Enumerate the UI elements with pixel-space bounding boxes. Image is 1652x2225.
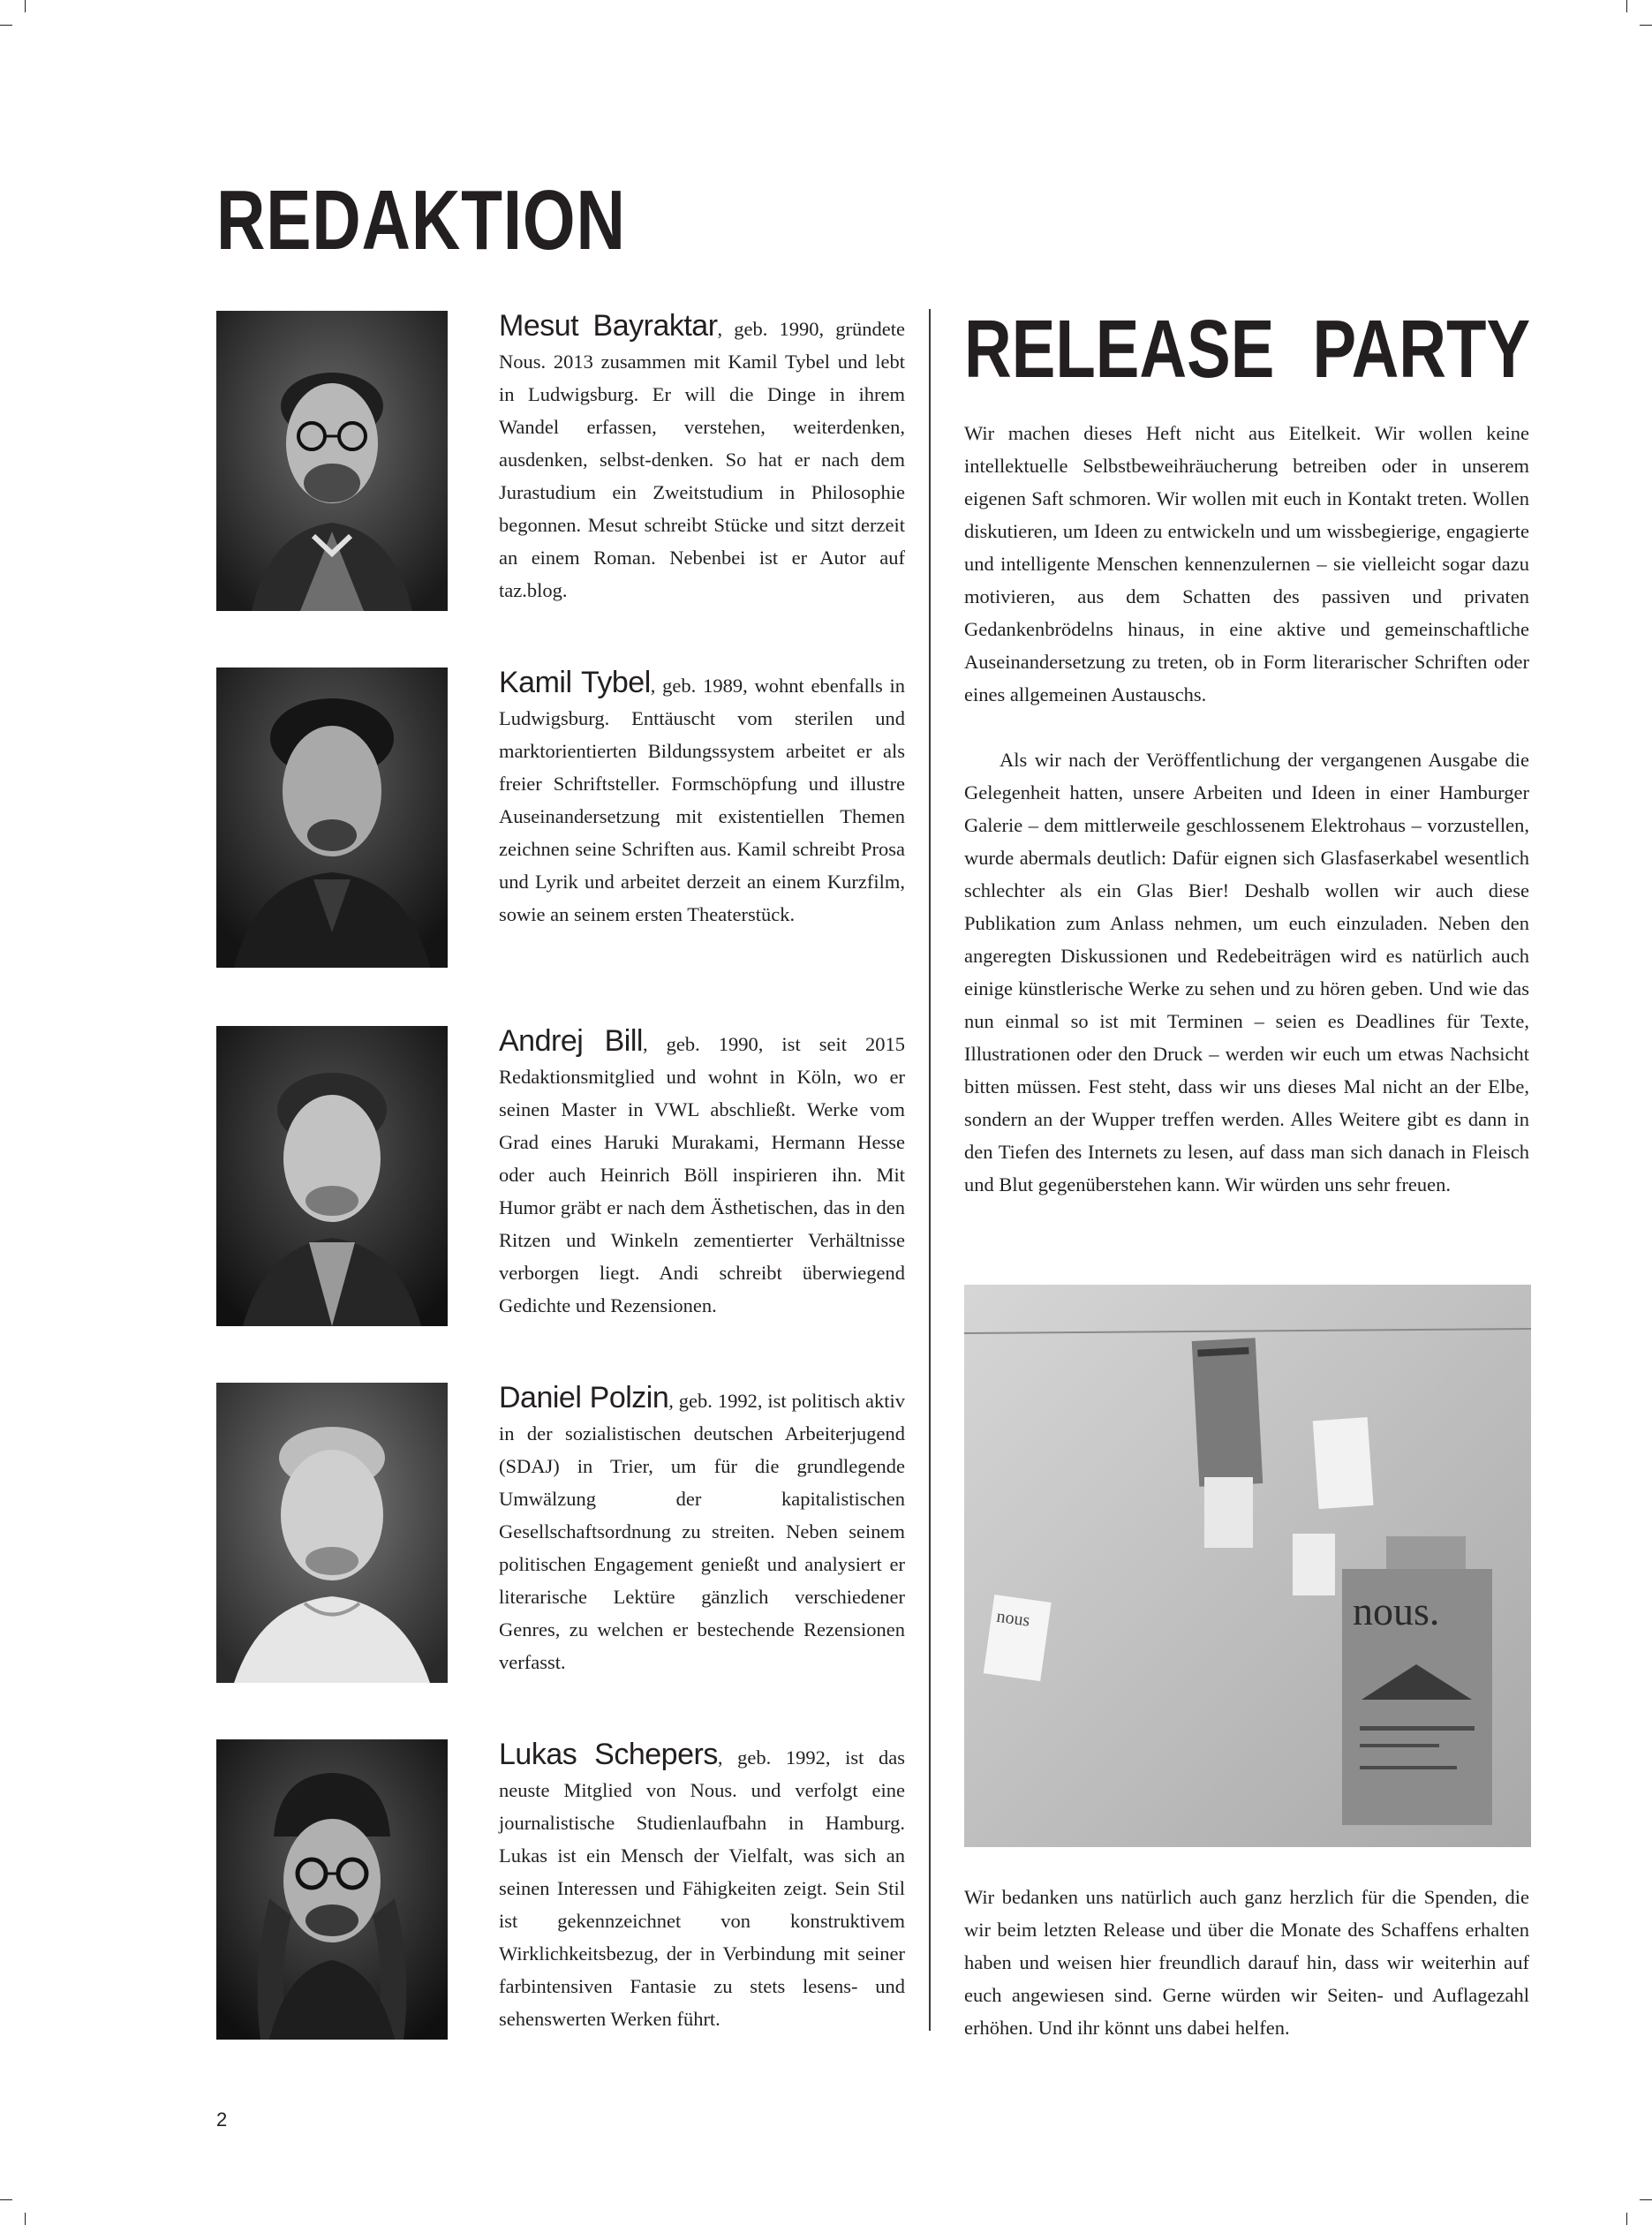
crop-mark-bottom-right (1640, 2199, 1652, 2200)
editor-description: , geb. 1990, ist seit 2015 Redaktionsmitglied und wohnt in Köln, wo er seinen Master in VWL abschließt. Werke vom Grad eines Haruki Murakami, Hermann Hesse oder auch Heinrich Böll inspirieren ihn. Mit Humor gräbt er nach dem Ästhetischen, das in den Ritzen und Winkeln zementierter Verhältnisse verborgen liegt. Andi schreibt überwiegend Gedichte und Rezensionen. (499, 1033, 905, 1316)
crop-mark-bottom-left (0, 2199, 12, 2200)
editor-description: , geb. 1990, gründete Nous. 2013 zusammen mit Kamil Tybel und lebt in Ludwigsburg. Er will die Dinge in ihrem Wandel erfassen, verstehen, weiterdenken, ausdenken, selbst-denken. So hat er nach dem Jurastudium ein Zweitstudium in Philosophie begonnen. Mesut schreibt Stücke und sitzt derzeit an einem Roman. Nebenbei ist er Autor auf taz.blog. (499, 318, 905, 601)
editor-description: , geb. 1989, wohnt ebenfalls in Ludwigsburg. Enttäuscht vom sterilen und marktorientierten Bildungssystem arbeitet er als freier Schriftsteller. Formschöpfung und illustre Auseinandersetzung mit existentiellen Themen zeichnen seine Schriften aus. Kamil schreibt Prosa und Lyrik und arbeitet derzeit an einem Kurzfilm, sowie an seinem ersten Theaterstück. (499, 675, 905, 925)
paper-sheet (1313, 1417, 1374, 1509)
release-party-paragraph: Als wir nach der Veröffentlichung der vergangenen Ausgabe die Gelegenheit hatten, unsere Arbeiten und Ideen in einer Hamburger Galerie – dem mittlerweile geschlossenem Elektrohaus – vorzustellen, wurde abermals deutlich: Dafür eignen sich Glasfaserkabel wesentlich schlechter als ein Glas Bier! Deshalb wollen wir auch diese Publikation zum Anlass nehmen, um euch einzuladen. Neben den angeregten Diskussionen und Redebeiträgen wird es natürlich auch einige künstlerische Werke zu sehen und zu hören geben. Und wie das nun einmal so ist mit Terminen – seien es Deadlines für Texte, Illustrationen oder den Druck – werden wir euch um etwas Nachsicht bitten müssen. Fest steht, dass wir uns dieses Mal nicht an der Elbe, sondern an der Wupper treffen werden. Alles Weitere gibt es dann in den Tiefen des Internets zu lesen, auf dass man sich danach in Fleisch und Blut gegenüberstehen kann. Wir würden uns sehr freuen. (964, 749, 1529, 1195)
editor-name: Lukas Schepers (499, 1738, 718, 1771)
poster-logo: nous. (1353, 1588, 1440, 1633)
crop-mark-bottom-right (1626, 2213, 1627, 2225)
release-party-paragraph: Wir bedanken uns natürlich auch ganz herzlich für die Spenden, die wir beim letzten Release und über die Monate des Schaffens erhalten haben und weisen hier freundlich darauf hin, dass wir weiterhin auf euch angewiesen sind. Gerne würden wir Seiten- und Auflagezahl erhöhen. Und ihr könnt uns dabei helfen. (964, 1886, 1529, 2039)
crop-mark-top-right (1626, 0, 1627, 12)
portrait-image (216, 1383, 448, 1683)
page-number: 2 (216, 2108, 228, 2131)
editor-name: Kamil Tybel (499, 666, 651, 699)
editor-description: , geb. 1992, ist das neuste Mitglied von Nous. und verfolgt eine journalistische Studienlaufbahn in Hamburg. Lukas ist ein Mensch der Vielfalt, was sich an seinen Interessen und Fähigkeiten zeigt. Sein Stil ist gekennzeichnet von konstruktivem Wirklichkeitsbezug, der in Verbindung mit seiner farbintensiven Fantasie zu stets lesens- und sehenswerten Werken führt. (499, 1746, 905, 2030)
editor-bio (499, 1739, 905, 2035)
editor-description: , geb. 1992, ist politisch aktiv in der sozialistischen deutschen Arbeiterjugend (SDAJ) in Trier, um für die grundlegende Umwälzung der kapitalistischen Gesellschaftsordnung zu streiten. Neben seinem politischen Engagement genießt und analysiert er literarische Lektüre gänzlich verschiedener Genres, zu welchen er bestechende Rezensionen verfasst. (499, 1390, 905, 1673)
editor-bio (499, 1383, 905, 1678)
poster (1192, 1338, 1264, 1487)
crop-mark-top-left (0, 25, 12, 26)
crop-mark-bottom-left (25, 2213, 26, 2225)
portrait-image (216, 668, 448, 968)
paper-sheet (1204, 1477, 1253, 1548)
editor-bio (499, 1026, 905, 1322)
portrait-image (216, 1026, 448, 1326)
release-party-paragraph: Wir machen dieses Heft nicht aus Eitelkeit. Wir wollen keine intellektuelle Selbstbeweihräucherung betreiben oder in unserem eigenen Saft schmoren. Wir wollen mit euch in Kontakt treten. Wollen diskutieren, um Ideen zu entwickeln und um wissbegierige, engagierte und intelligente Menschen kennenzulernen – sie vielleicht sogar dazu motivieren, aus dem Schatten des passiven und privaten Gedankenbrödelns hinaus, in eine aktive und gemeinschaftliche Auseinandersetzung zu treten, ob in Form literarischer Schriften oder eines allgemeinen Austauschs. (964, 422, 1529, 705)
editor-name: Daniel Polzin (499, 1381, 669, 1414)
portrait-photo (216, 668, 448, 968)
release-party-title: RELEASE PARTY (964, 303, 1531, 395)
crop-mark-top-left (25, 0, 26, 12)
editor-name: Mesut Bayraktar (499, 309, 718, 343)
portrait-photo (216, 1383, 448, 1683)
paper-sheet (1293, 1534, 1335, 1595)
gallery-photo (964, 1285, 1531, 1847)
editor-bio (499, 668, 905, 931)
portrait-photo (216, 1739, 448, 2040)
portrait-image (216, 1739, 448, 2040)
portrait-photo (216, 1026, 448, 1326)
portrait-image (216, 311, 448, 611)
page-title: REDAKTION (216, 173, 626, 268)
editor-name: Andrej Bill (499, 1024, 643, 1058)
flyer (984, 1595, 1052, 1681)
portrait-photo (216, 311, 448, 611)
flyer-logo: nous (995, 1606, 1031, 1631)
column-divider (929, 309, 931, 2031)
gallery-wall-image (964, 1285, 1531, 1847)
crop-mark-top-right (1640, 25, 1652, 26)
nous-poster (1342, 1569, 1492, 1825)
editor-bio (499, 311, 905, 607)
